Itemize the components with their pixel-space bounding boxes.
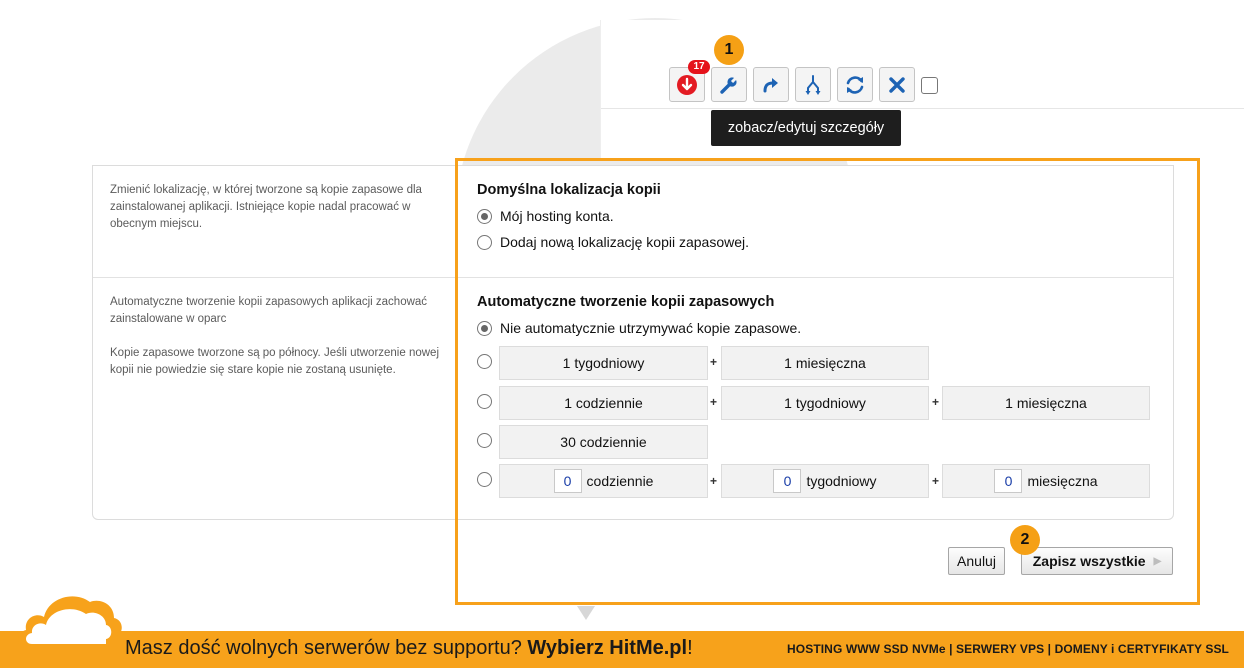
fork-button[interactable] xyxy=(795,67,831,102)
daily-count-input[interactable]: 0 xyxy=(554,469,582,493)
toolbar-divider xyxy=(600,108,1244,109)
location-description: Zmienić lokalizację, w której tworzone są kopie zapasowe dla zainstalowanej aplikacji. Istniejące kopie nadal pracować w obecnym miejscu. xyxy=(110,184,422,230)
save-all-label: Zapisz wszystkie xyxy=(1032,553,1146,569)
select-checkbox[interactable] xyxy=(921,77,938,94)
location-option-label: Dodaj nową lokalizację kopii zapasowej. xyxy=(500,234,750,250)
weekly-label: tygodniowy xyxy=(806,473,877,489)
wrench-icon xyxy=(719,75,739,95)
option-box[interactable]: 1 miesięczna xyxy=(721,346,929,380)
step-marker-1: 1 xyxy=(714,35,744,65)
plus-sign: + xyxy=(710,395,718,409)
footer-services: HOSTING WWW SSD NVMe | SERWERY VPS | DOMENY i CERTYFIKATY SSL xyxy=(787,642,1229,656)
close-icon xyxy=(887,75,907,95)
update-count-badge: 17 xyxy=(688,60,710,74)
refresh-icon xyxy=(844,74,866,96)
monthly-count-input[interactable]: 0 xyxy=(994,469,1022,493)
option-box[interactable]: 1 tygodniowy xyxy=(721,386,929,420)
auto-backup-title: Automatyczne tworzenie kopii zapasowych xyxy=(477,294,775,310)
plus-sign: + xyxy=(932,395,940,409)
cloud-logo-icon xyxy=(14,588,126,650)
tooltip: zobacz/edytuj szczegóły xyxy=(711,110,901,146)
play-arrow-icon: ▶ xyxy=(1153,555,1162,567)
pointer-triangle xyxy=(577,606,595,620)
daily-label: codziennie xyxy=(586,473,654,489)
location-title: Domyślna lokalizacja kopii xyxy=(477,182,661,198)
footer-brand-link[interactable]: Wybierz HitMe.pl xyxy=(527,637,688,659)
cancel-button[interactable]: Anuluj xyxy=(948,547,1005,575)
share-arrow-icon xyxy=(761,75,781,95)
fork-icon xyxy=(803,74,823,96)
option-box[interactable]: 30 codziennie xyxy=(499,425,708,459)
option-box[interactable]: 1 tygodniowy xyxy=(499,346,708,380)
option-box[interactable]: 1 miesięczna xyxy=(942,386,1150,420)
monthly-label: miesięczna xyxy=(1027,473,1098,489)
location-option-label: Mój hosting konta. xyxy=(500,208,614,224)
highlight-frame xyxy=(455,158,1200,605)
plus-sign: + xyxy=(710,355,718,369)
remove-button[interactable] xyxy=(879,67,915,102)
weekly-count-input[interactable]: 0 xyxy=(773,469,801,493)
download-icon xyxy=(676,74,698,96)
plus-sign: + xyxy=(932,474,940,488)
clone-button[interactable] xyxy=(753,67,789,102)
footer-slogan: Masz dość wolnych serwerów bez supportu? Wybierz HitMe.pl! xyxy=(125,637,693,659)
refresh-button[interactable] xyxy=(837,67,873,102)
toolbar-panel-edge xyxy=(600,20,601,160)
auto-backup-description: Automatyczne tworzenie kopii zapasowych aplikacji zachować zainstalowane w oparc Kopie zapasowe tworzone są po północy. Jeśli utworzenie nowej kopii nie powiedzie się stare kopie nie zostaną usunięte. xyxy=(110,296,440,376)
plus-sign: + xyxy=(710,474,718,488)
edit-details-button[interactable] xyxy=(711,67,747,102)
step-marker-2: 2 xyxy=(1010,525,1040,555)
option-box[interactable]: 1 codziennie xyxy=(499,386,708,420)
auto-option-none-label: Nie automatycznie utrzymywać kopie zapasowe. xyxy=(500,320,802,336)
